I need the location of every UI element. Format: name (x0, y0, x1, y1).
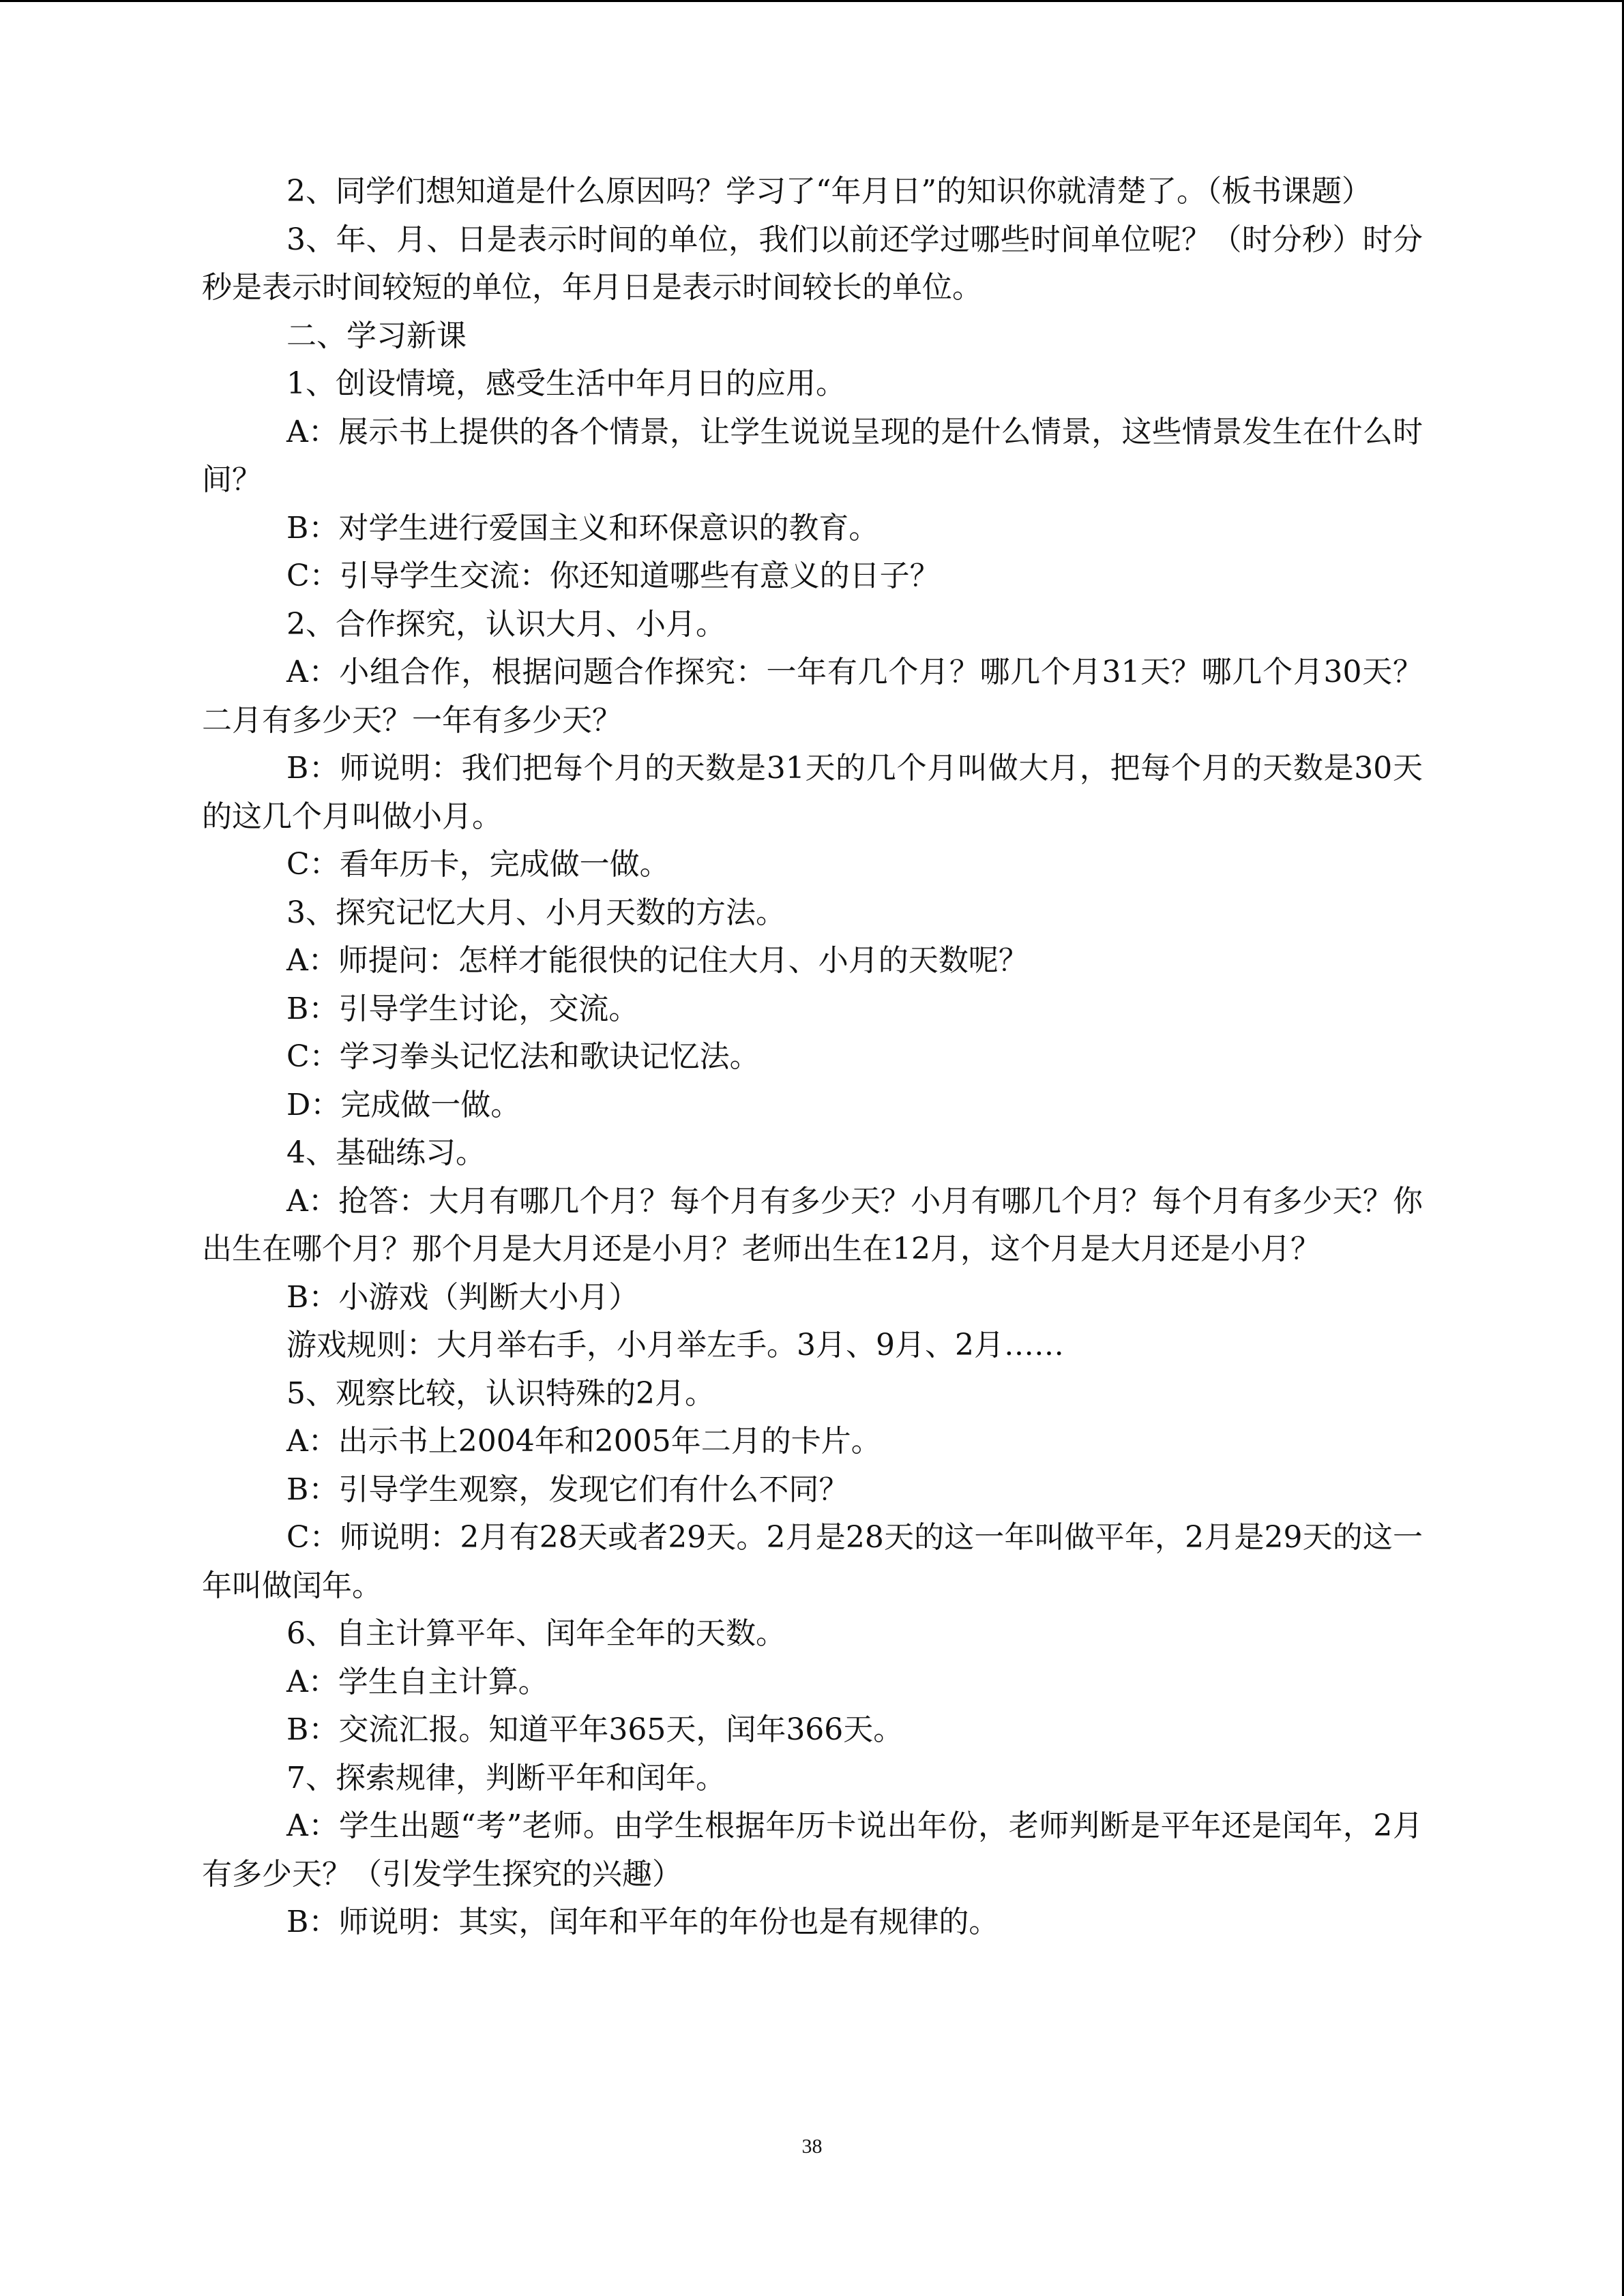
document-body (202, 168, 1423, 1947)
paragraph: C：学习拳头记忆法和歌诀记忆法。 (286, 1039, 760, 1074)
paragraph: 2、同学们想知道是什么原因吗？学习了“年月日”的知识你就清楚了。（板书课题） (286, 174, 1372, 209)
paragraph: C：引导学生交流：你还知道哪些有意义的日子？ (286, 558, 940, 593)
paragraph: 4、基础练习。 (286, 1135, 486, 1170)
paragraph: 2、合作探究，认识大月、小月。 (286, 606, 726, 642)
paragraph: A：抢答：大月有哪几个月？每个月有多少天？小月有哪几个月？每个月有多少天？你出生在哪个月？那个月是大月还是小月？老师出生在12月，这个月是大月还是小月？ (202, 1183, 1423, 1266)
paragraph: A：出示书上2004年和2005年二月的卡片。 (286, 1424, 881, 1459)
paragraph: A：学生出题“考”老师。由学生根据年历卡说出年份，老师判断是平年还是闰年，2月有多少天？（引发学生探究的兴趣） (202, 1808, 1423, 1892)
paragraph: 3、年、月、日是表示时间的单位，我们以前还学过哪些时间单位呢？（时分秒）时分秒是表示时间较短的单位，年月日是表示时间较长的单位。 (202, 222, 1423, 305)
paragraph: D：完成做一做。 (286, 1087, 521, 1122)
paragraph: 7、探索规律，判断平年和闰年。 (286, 1760, 726, 1795)
paragraph: B：交流汇报。知道平年365天，闰年366天。 (286, 1712, 904, 1747)
paragraph: C：师说明：2月有28天或者29天。2月是28天的这一年叫做平年，2月是29天的这一年叫做闰年。 (202, 1520, 1423, 1603)
paragraph: 1、创设情境，感受生活中年月日的应用。 (286, 366, 846, 401)
paragraph: 6、自主计算平年、闰年全年的天数。 (286, 1616, 786, 1651)
paragraph: B：对学生进行爱国主义和环保意识的教育。 (286, 510, 879, 546)
paragraph: C：看年历卡，完成做一做。 (286, 847, 670, 882)
paragraph: 游戏规则：大月举右手，小月举左手。3月、9月、2月…… (286, 1328, 1064, 1362)
paragraph: B：师说明：其实，闰年和平年的年份也是有规律的。 (286, 1905, 999, 1939)
page-number: 38 (801, 2135, 823, 2158)
paragraph: A：学生自主计算。 (286, 1664, 548, 1699)
paragraph: B：小游戏（判断大小月） (286, 1279, 639, 1315)
paragraph: A：师提问：怎样才能很快的记住大月、小月的天数呢？ (286, 943, 1029, 978)
paragraph: B：师说明：我们把每个月的天数是31天的几个月叫做大月，把每个月的天数是30天的这几个月叫做小月。 (202, 751, 1423, 834)
paragraph: B：引导学生观察，发现它们有什么不同？ (286, 1472, 849, 1507)
paragraph: 5、观察比较，认识特殊的2月。 (286, 1375, 715, 1411)
paragraph: B：引导学生讨论，交流。 (286, 991, 639, 1026)
paragraph: A：小组合作，根据问题合作探究：一年有几个月？哪几个月31天？哪几个月30天？二月有多少天？一年有多少天？ (202, 655, 1423, 738)
section-heading: 二、学习新课 (286, 318, 467, 353)
paragraph: A：展示书上提供的各个情景，让学生说说呈现的是什么情景，这些情景发生在什么时间？ (202, 414, 1423, 497)
paragraph: 3、探究记忆大月、小月天数的方法。 (286, 895, 786, 930)
